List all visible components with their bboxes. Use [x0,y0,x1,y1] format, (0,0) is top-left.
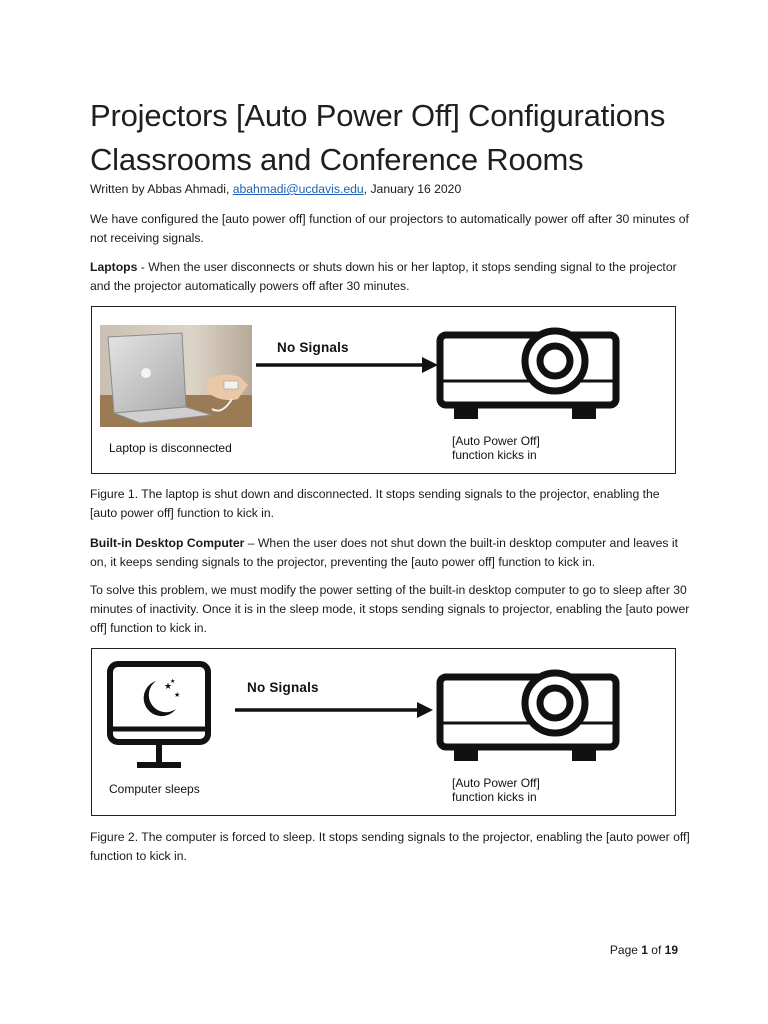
svg-text:★: ★ [174,691,181,699]
figure-2 [91,648,676,816]
figure-2-right-label-line-1: [Auto Power Off] [452,776,540,790]
figure-2-caption: Figure 2. The computer is forced to sleep. It stops sending signals to the projector, enabling the [auto power off] function to kick in. [90,830,690,863]
page-current: 1 [641,943,648,957]
byline [90,180,690,199]
figure-1-right-label-line-2: function kicks in [452,448,537,462]
intro-paragraph: We have configured the [auto power off] function of our projectors to automatically power off after 30 minutes of not receiving signals. [90,212,689,245]
laptops-paragraph [90,258,690,296]
figure-1-caption: Figure 1. The laptop is shut down and disconnected. It stops sending signals to the projector, enabling the [auto power off] function to kick in. [90,487,660,520]
figure-2-left-label: Computer sleeps [109,782,200,796]
projector-icon [434,325,624,425]
svg-text:★: ★ [170,678,176,685]
page-number [610,943,678,957]
page-of: of [647,943,665,957]
arrow-right-icon [256,355,440,375]
figure-1 [91,306,676,474]
laptop-photo [100,325,252,427]
laptops-text: - When the user disconnects or shuts down his or her laptop, it stops sending signal to the projector and the projector automatically powers off after 30 minutes. [90,260,677,293]
figure-1-left-label: Laptop is disconnected [109,441,232,455]
figure-1-signal-label: No Signals [277,340,349,355]
builtin-heading: Built-in Desktop Computer [90,536,245,550]
title-line-2: Classrooms and Conference Rooms [90,142,584,177]
monitor-sleep-icon [104,659,214,773]
svg-text:★: ★ [164,682,173,692]
figure-1-right-label-line-1: [Auto Power Off] [452,434,540,448]
author-email-link[interactable]: abahmadi@ucdavis.edu [232,182,364,196]
arrow-right-icon [235,700,435,720]
page-word: Page [609,943,642,957]
byline-author: Written by Abbas Ahmadi, [90,182,233,196]
builtin-paragraph [90,534,690,572]
figure-2-signal-label: No Signals [247,680,319,695]
page-total: 19 [664,943,678,957]
title-line-1: Projectors [Auto Power Off] Configurations [90,98,666,133]
figure-2-right-label-line-2: function kicks in [452,790,537,804]
laptops-heading: Laptops [90,260,138,274]
builtin-text: – When the user does not shut down the built-in desktop computer and leaves it on, it keeps sending signals to the projector, preventing the [auto power off] function to kick in. [90,536,678,569]
solve-paragraph: To solve this problem, we must modify the power setting of the built-in desktop computer to go to sleep after 30 minutes of inactivity. Once it is in the sleep mode, it stops sending signals to projector, enabling the [auto power off] function to kick in. [90,583,690,635]
document-title [90,94,730,182]
byline-date: , January 16 2020 [363,182,462,196]
projector-icon [434,667,624,767]
